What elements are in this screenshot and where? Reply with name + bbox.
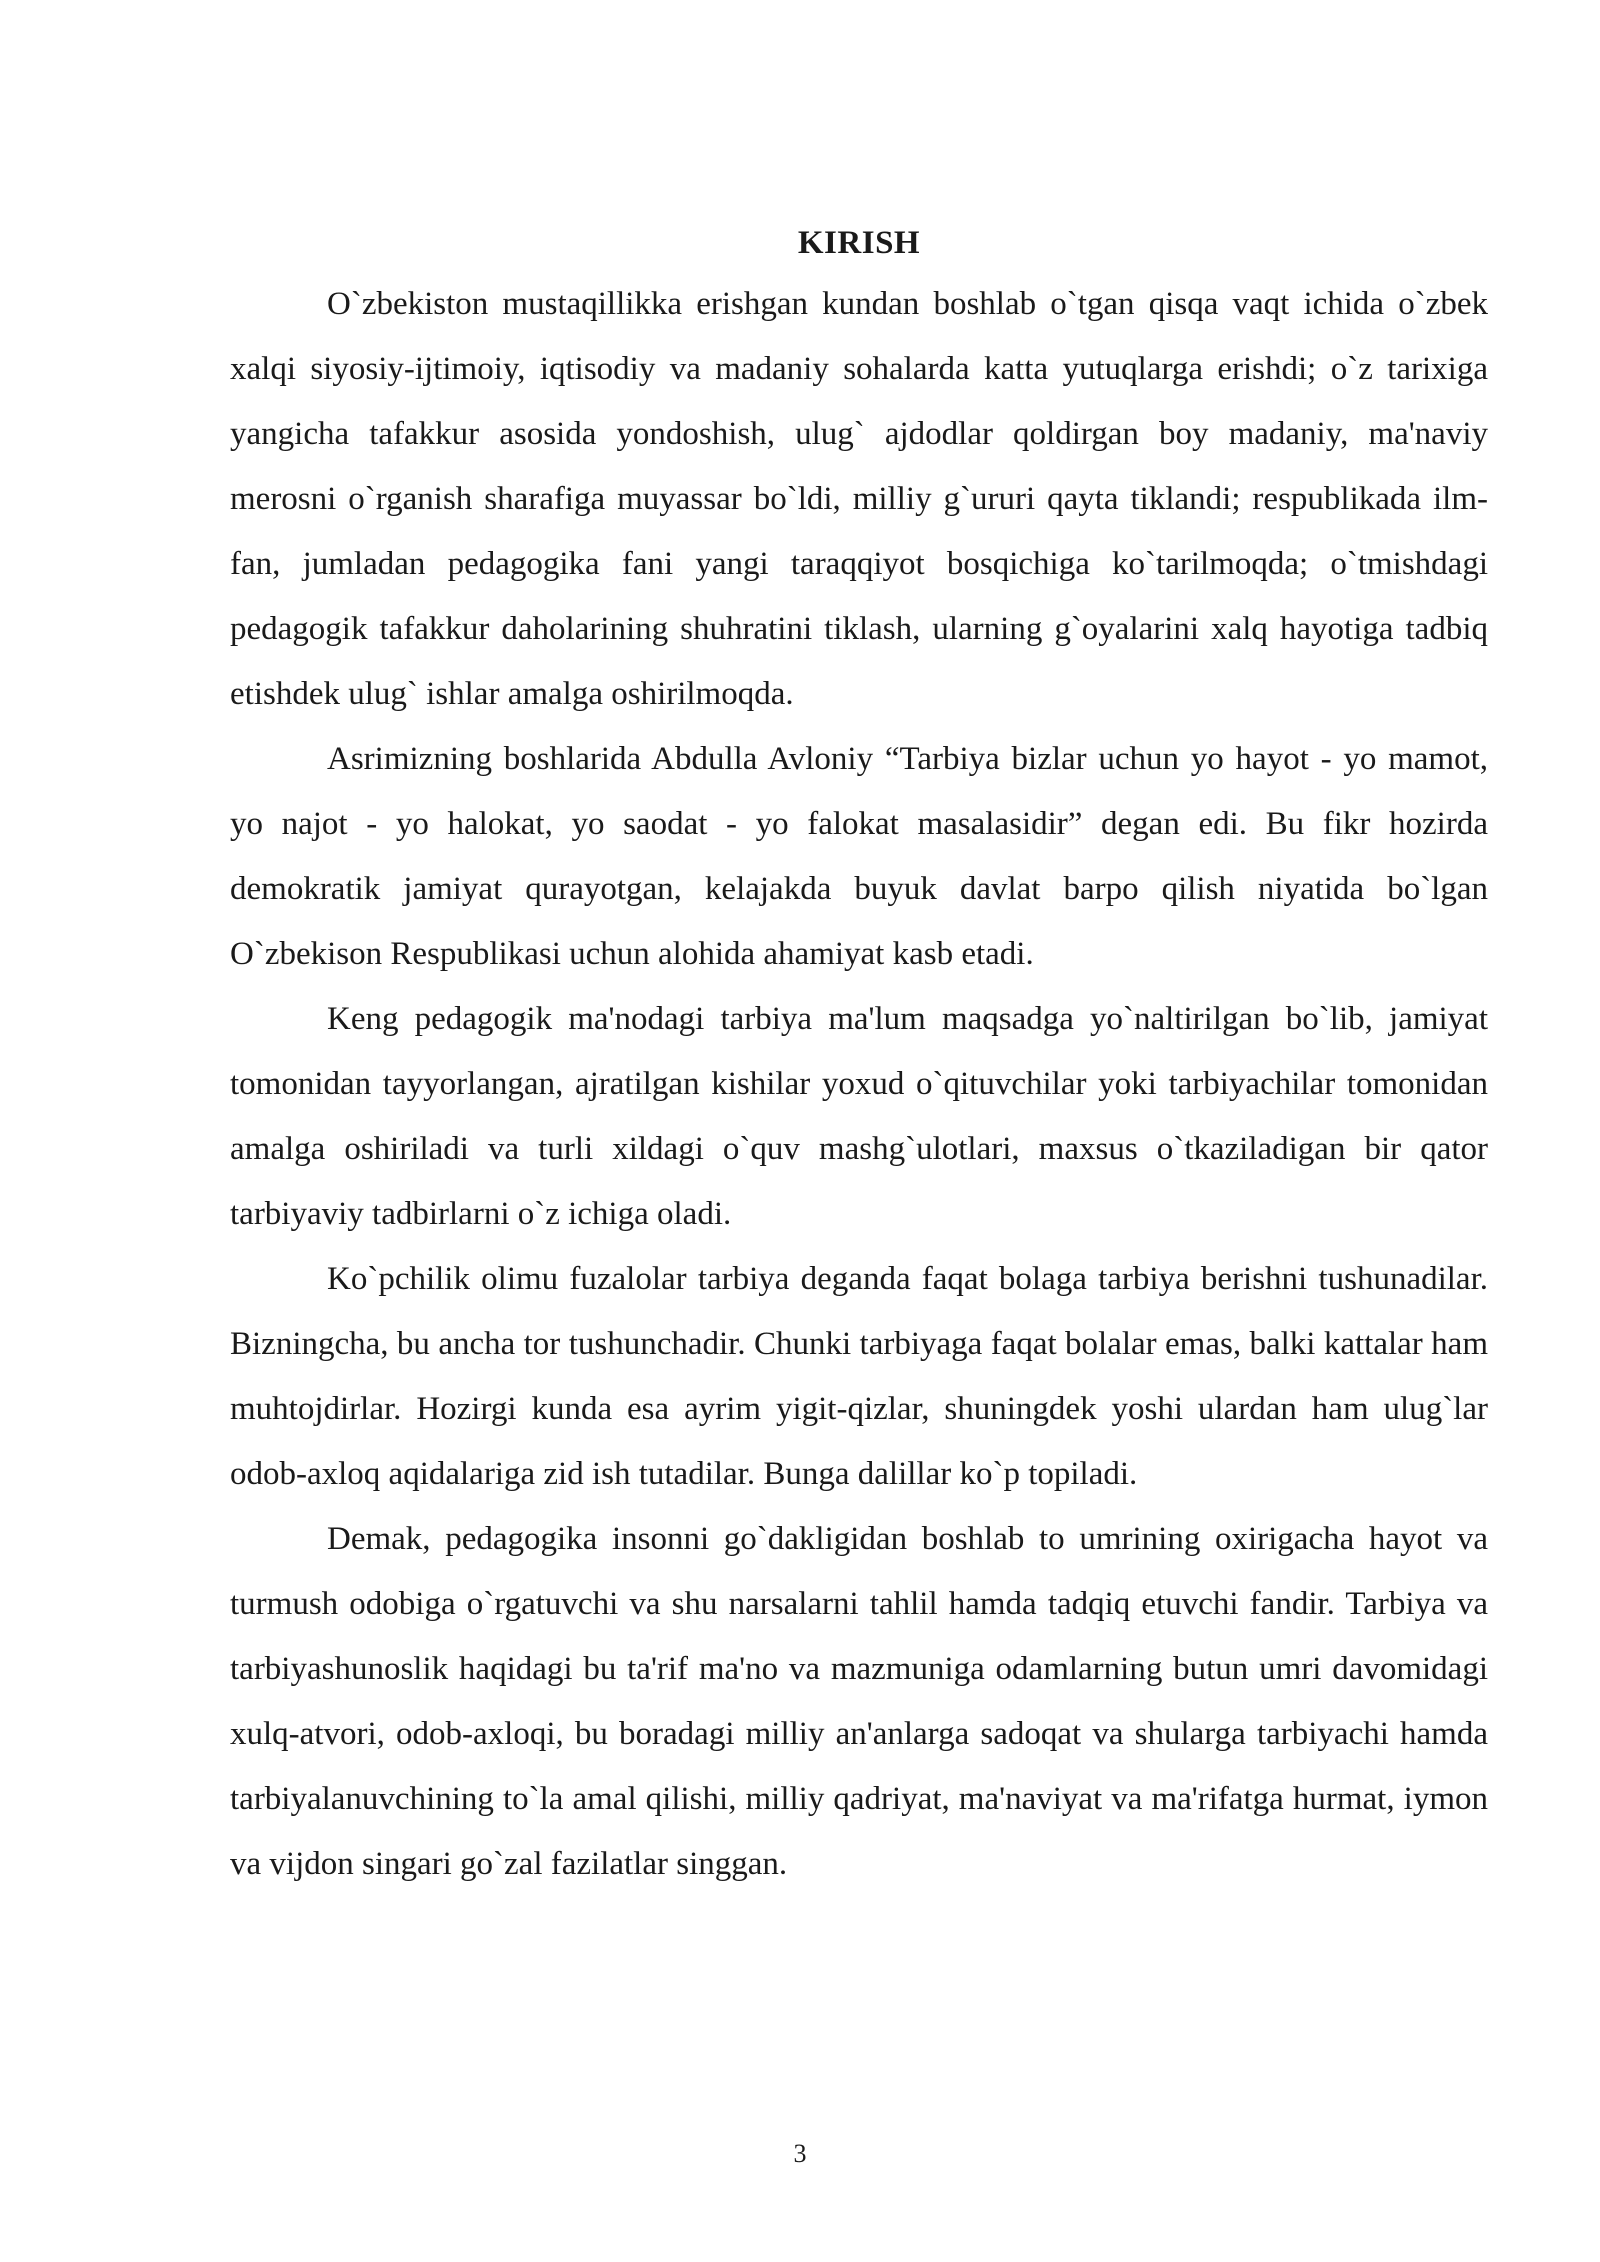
- paragraph-3: Keng pedagogik ma'nodagi tarbiya ma'lum maqsadga yo`naltirilgan bo`lib, jamiyat tomonidan tayyorlangan, ajratilgan kishilar yoxud o`qituvchilar yoki tarbiyachilar tomonidan amalga oshiriladi va turli xildagi o`quv mashg`ulotlari, maxsus o`tkaziladigan bir qator tarbiyaviy tadbirlarni o`z ichiga oladi.: [230, 1001, 1488, 1232]
- section-heading: KIRISH: [797, 225, 921, 261]
- paragraph-4: Ko`pchilik olimu fuzalolar tarbiya deganda faqat bolaga tarbiya berishni tushunadilar. Bizningcha, bu ancha tor tushunchadir. Chunki tarbiyaga faqat bolalar emas, balki kattalar ham muhtojdirlar. Hozirgi kunda esa ayrim yigit-qizlar, shuningdek yoshi ulardan ham ulug`lar odob-axloq aqidalariga zid ish tutadilar. Bunga dalillar ko`p topiladi.: [230, 1261, 1488, 1492]
- paragraph-5: Demak, pedagogika insonni go`dakligidan boshlab to umrining oxirigacha hayot va turmush odobiga o`rgatuvchi va shu narsalarni tahlil hamda tadqiq etuvchi fandir. Tarbiya va tarbiyashunoslik haqidagi bu ta'rif ma'no va mazmuniga odamlarning butun umri davomidagi xulq-atvori, odob-axloqi, bu boradagi milliy an'anlarga sadoqat va shularga tarbiyachi hamda tarbiyalanuvchining to`la amal qilishi, milliy qadriyat, ma'naviyat va ma'rifatga hurmat, iymon va vijdon singari go`zal fazilatlar singgan.: [230, 1521, 1488, 1882]
- paragraph-2: Asrimizning boshlarida Abdulla Avloniy “Tarbiya bizlar uchun yo hayot - yo mamot, yo najot - yo halokat, yo saodat - yo falokat masalasidir” degan edi. Bu fikr hozirda demokratik jamiyat qurayotgan, kelajakda buyuk davlat barpo qilish niyatida bo`lgan O`zbekison Respublikasi uchun alohida ahamiyat kasb etadi.: [230, 741, 1488, 972]
- paragraph-1: O`zbekiston mustaqillikka erishgan kundan boshlab o`tgan qisqa vaqt ichida o`zbek xalqi siyosiy-ijtimoiy, iqtisodiy va madaniy sohalarda katta yutuqlarga erishdi; o`z tarixiga yangicha tafakkur asosida yondoshish, ulug` ajdodlar qoldirgan boy madaniy, ma'naviy merosni o`rganish sharafiga muyassar bo`ldi, milliy g`ururi qayta tiklandi; respublikada ilm-fan, jumladan pedagogika fani yangi taraqqiyot bosqichiga ko`tarilmoqda; o`tmishdagi pedagogik tafakkur daholarining shuhratini tiklash, ularning g`oyalarini xalq hayotiga tadbiq etishdek ulug` ishlar amalga oshirilmoqda.: [230, 286, 1488, 712]
- page-content: [230, 218, 1488, 1897]
- page-number: 3: [793, 2139, 807, 2168]
